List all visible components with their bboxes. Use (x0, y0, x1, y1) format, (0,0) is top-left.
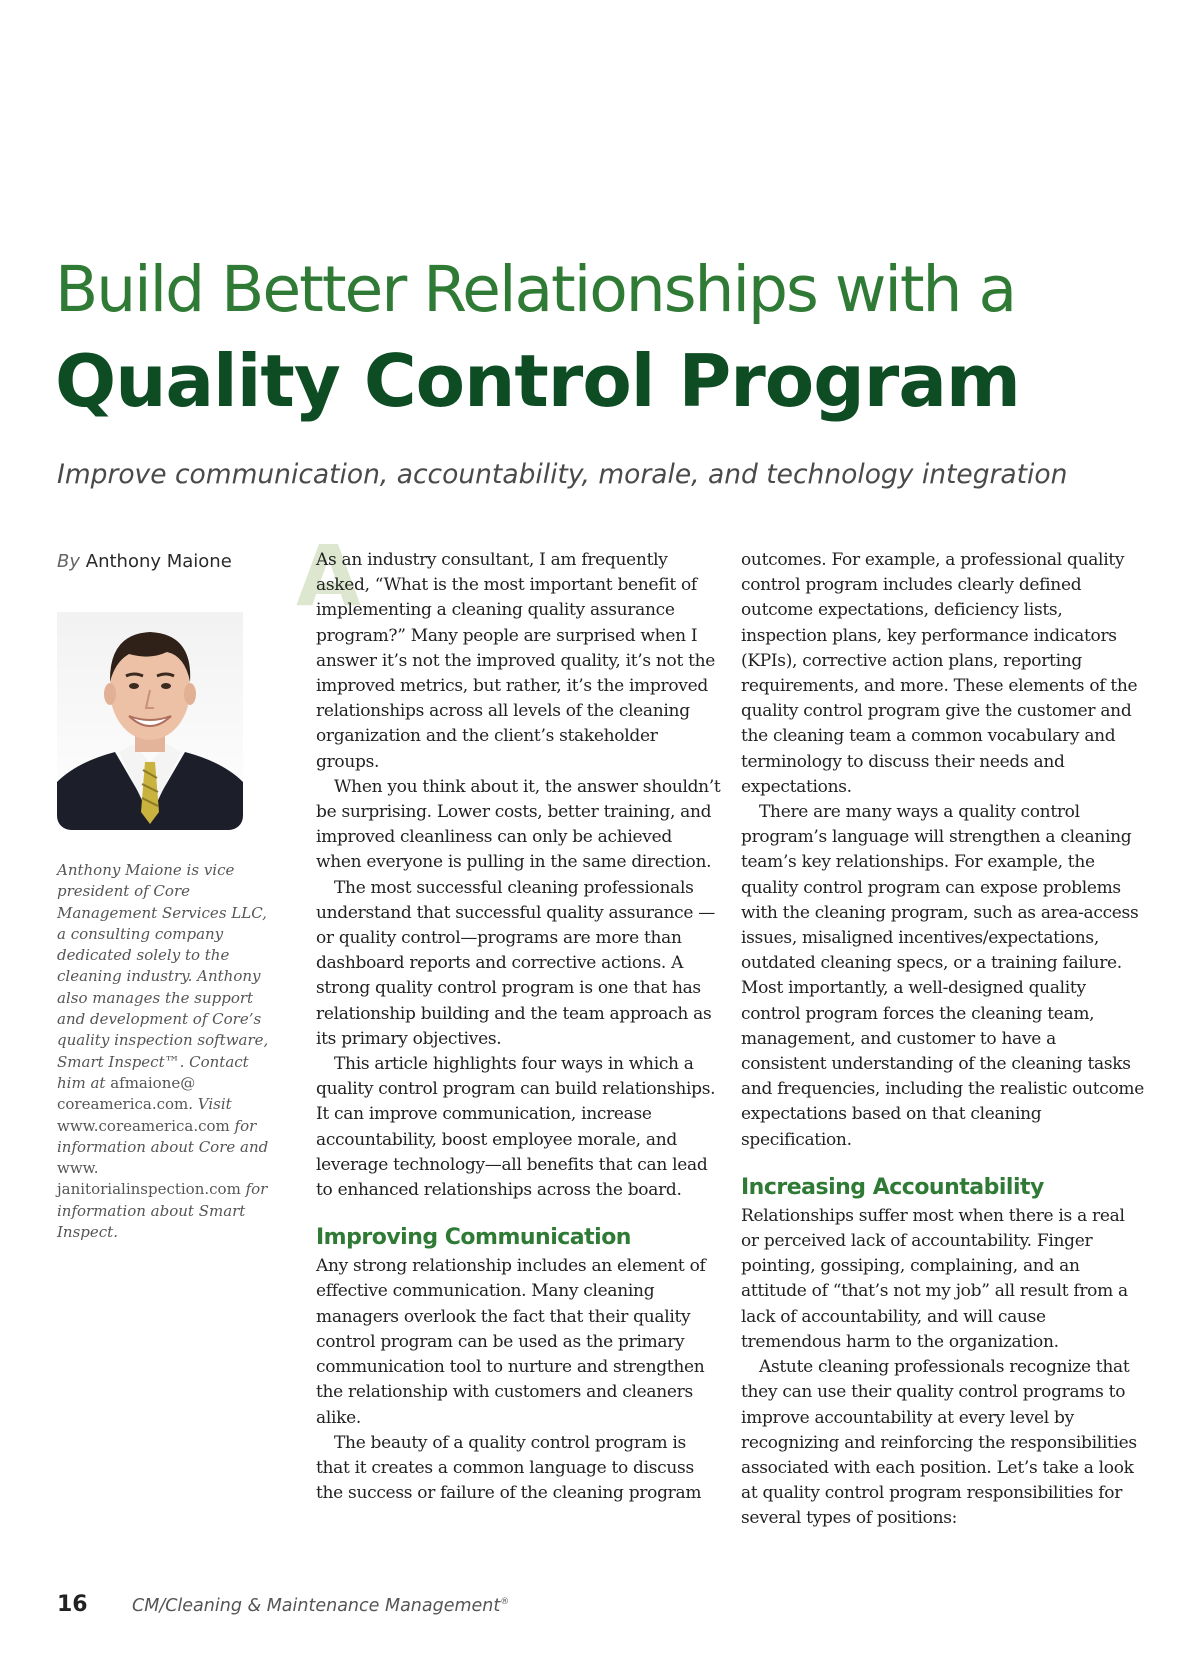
bio-text-3: for information about Core and (57, 1116, 269, 1156)
article-subtitle: Improve communication, accountability, morale, and technology integration (57, 459, 1068, 490)
page-number: 16 (57, 1592, 88, 1617)
paragraph: When you think about it, the answer shouldn’t be surprising. Lower costs, better training, and improved cleanliness can only be achieved when everyone is pulling in the same direction. (316, 776, 721, 873)
paragraph: The beauty of a quality control program is that it creates a common language to discuss the success or failure of the cleaning program (316, 1432, 702, 1504)
body-column-2 (741, 548, 1146, 1532)
paragraph: Relationships suffer most when there is a real or perceived lack of accountability. Finger pointing, gossiping, complaining, and an attitude of “that’s not my job” all result from a lack of accountability, and will cause tremendous harm to the organization. (741, 1205, 1128, 1352)
paragraph: Astute cleaning professionals recognize that they can use their quality control programs to improve accountability at every level by recognizing and reinforcing the responsibilities associated with each position. Let’s take a look at quality control program responsibilities for several types of positions: (741, 1357, 1137, 1529)
section-heading-communication: Improving Communication (316, 1225, 631, 1251)
paragraph: As an industry consultant, I am frequently asked, “What is the most important benefit of implementing a cleaning quality assurance program?” Many people are surprised when I answer it’s not the improved quality, it’s not the improved metrics, but rather, it’s the improved relationships across all levels of the cleaning organization and the client’s stakeholder groups. (316, 550, 716, 772)
paragraph: outcomes. For example, a professional quality control program includes clearly defined outcome expectations, deficiency lists, inspection plans, key performance indicators (KPIs), corrective action plans, reporting requirements, and more. These elements of the quality control program give the customer and the cleaning team a common vocabulary and terminology to discuss their needs and expectations. (741, 550, 1138, 797)
paragraph: Any strong relationship includes an element of effective communication. Many cleaning managers overlook the fact that their quality control program can be used as the primary communication tool to nurture and strengthen the relationship with customers and cleaners alike. (316, 1256, 706, 1428)
title-line-1: Build Better Relationships with a (55, 253, 1016, 326)
bio-email: afmaione@ coreamerica.com (57, 1073, 196, 1114)
section-heading-accountability: Increasing Accountability (741, 1174, 1044, 1200)
byline-prefix: By (57, 551, 81, 572)
author-bio (57, 860, 277, 1243)
body-column-1 (296, 527, 721, 1506)
title-line-2: Quality Control Program (55, 339, 1020, 423)
paragraph: There are many ways a quality control program’s language will strengthen a cleaning team’s key relationships. For example, the quality control program can expose problems with the cleaning program, such as area-access issues, misaligned incentives/expectations, outdated cleaning specs, or a training failure. Most importantly, a well-designed quality control program forces the cleaning team, management, and customer to have a consistent understanding of the cleaning tasks and frequencies, including the realistic outcome expectations based on that cleaning specification. (741, 802, 1144, 1150)
author-photo (57, 612, 243, 830)
bio-text-2: . Visit (188, 1095, 232, 1114)
author-name: Anthony Maione (85, 551, 232, 572)
dropcap-wrapper (296, 527, 721, 775)
author-portrait-icon (57, 612, 243, 830)
bio-url-core: www.coreamerica.com (57, 1116, 230, 1135)
drop-cap: A (296, 527, 361, 625)
paragraph: The most successful cleaning professionals understand that successful quality assurance —or quality control—programs are more than dashboard reports and corrective actions. A strong quality control program is one that has relationship building and the team approach as its primary objectives. (316, 877, 715, 1049)
byline (57, 551, 232, 572)
bio-url-janitorial: www. janitorialinspection.com (57, 1159, 241, 1199)
bio-text-1: Anthony Maione is vice president of Core Management Services LLC, a consulting company dedicated solely to the cleaning industry. Anthony also manages the support and development of Core’s quality inspection software, Smart Inspect™. Contact him at (57, 861, 269, 1092)
publication-name (132, 1596, 509, 1616)
paragraph: This article highlights four ways in which a quality control program can build relationships. It can improve communication, increase accountability, boost employee morale, and leverage technology—all benefits that can lead to enhanced relationships across the board. (316, 1054, 716, 1201)
bio-text-4: for information about Smart Inspect. (57, 1180, 268, 1242)
publication-title: CM/Cleaning & Maintenance Management (132, 1596, 501, 1616)
registered-mark: ® (500, 1597, 510, 1608)
